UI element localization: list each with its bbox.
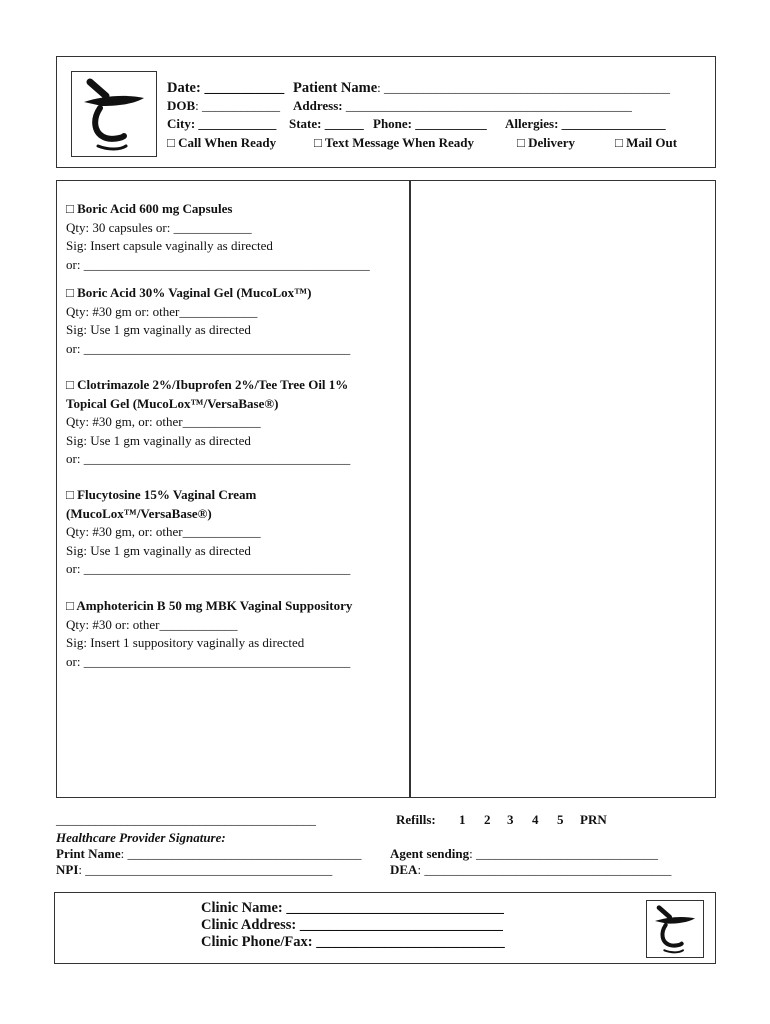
checkbox-icon[interactable]: □: [66, 201, 74, 216]
address-field[interactable]: [293, 98, 632, 114]
checkbox-icon[interactable]: □: [314, 135, 322, 150]
checkbox-icon[interactable]: □: [167, 135, 175, 150]
checkbox-icon[interactable]: □: [66, 487, 74, 502]
rx-item-or[interactable]: or: _________________________________________: [66, 451, 351, 466]
option-label: Call When Ready: [178, 135, 277, 150]
patient-name-field[interactable]: [293, 80, 670, 96]
rx-item-qty[interactable]: Qty: #30 or: other____________: [66, 616, 238, 632]
patient-name-blank: : ____________________________________________: [377, 80, 671, 95]
rx-item-sig: Sig: Use 1 gm vaginally as directed: [66, 432, 251, 448]
dea-field[interactable]: [390, 862, 671, 878]
rx-item-or[interactable]: or: ____________________________________________: [66, 256, 370, 272]
column-divider: [409, 181, 411, 797]
rx-item-flucytosine-cream: [66, 486, 350, 579]
print-name-blank: : ____________________________________: [120, 846, 362, 861]
rx-item-qty[interactable]: Qty: #30 gm or: other____________: [66, 303, 258, 319]
agent-sending-blank: : ____________________________: [469, 846, 658, 861]
refill-option-2[interactable]: 2: [484, 812, 491, 827]
print-name-field[interactable]: [56, 846, 362, 862]
rx-item-sig: Sig: Insert capsule vaginally as directed: [66, 238, 273, 253]
clinic-name-field[interactable]: Clinic Name: ______________________________: [201, 900, 504, 916]
option-mail-out[interactable]: [615, 135, 677, 151]
refill-option-4[interactable]: 4: [532, 812, 539, 827]
checkbox-icon[interactable]: □: [66, 377, 74, 392]
refill-option-5[interactable]: 5: [557, 812, 564, 827]
rx-item-clotrimazole-gel: [66, 376, 350, 469]
agent-sending-label: Agent sending: [390, 846, 470, 861]
rx-item-or[interactable]: or: _________________________________________: [66, 561, 351, 576]
print-name-label: Print Name: [56, 846, 121, 861]
checkbox-icon[interactable]: □: [517, 135, 525, 150]
rx-item-or[interactable]: or: _________________________________________: [66, 653, 351, 669]
checkbox-icon[interactable]: □: [615, 135, 623, 150]
address-blank: ____________________________________________: [342, 98, 632, 113]
rx-item-title[interactable]: □ Boric Acid 30% Vaginal Gel (MucoLox™): [66, 285, 312, 300]
dea-blank: : ______________________________________: [417, 862, 672, 877]
refill-option-prn[interactable]: PRN: [580, 812, 607, 827]
option-label: Mail Out: [626, 135, 678, 150]
option-call-when-ready[interactable]: [167, 135, 276, 151]
patient-name-label: Patient Name: [293, 80, 378, 96]
dea-label: DEA: [390, 862, 418, 877]
rx-item-amphotericin-suppository: [66, 597, 352, 671]
rx-item-title-cont: (MucoLox™/VersaBase®): [66, 505, 212, 521]
rx-item-boric-acid-capsules: [66, 200, 370, 274]
dob-blank: : ____________: [195, 98, 281, 113]
npi-label: NPI: [56, 862, 79, 877]
dob-field[interactable]: [167, 98, 280, 114]
date-field[interactable]: Date: ___________: [167, 80, 285, 96]
refills-label: Refills:: [396, 812, 436, 827]
signature-line[interactable]: ________________________________________: [56, 812, 316, 827]
dob-label: DOB: [167, 98, 196, 113]
state-field[interactable]: State: ______: [289, 116, 364, 131]
rx-item-qty[interactable]: Qty: 30 capsules or: ____________: [66, 219, 252, 235]
pharmacy-logo-small: [646, 900, 704, 958]
rx-item-sig: Sig: Use 1 gm vaginally as directed: [66, 542, 251, 558]
allergies-field[interactable]: Allergies: ________________: [505, 116, 666, 131]
rx-item-boric-acid-gel: [66, 284, 350, 358]
refill-option-3[interactable]: 3: [507, 812, 514, 827]
rx-item-or[interactable]: or: _________________________________________: [66, 340, 351, 356]
option-delivery[interactable]: [517, 135, 575, 151]
checkbox-icon[interactable]: □: [66, 285, 74, 300]
signature-label: Healthcare Provider Signature:: [56, 830, 226, 845]
clinic-phone-field[interactable]: Clinic Phone/Fax: __________________________: [201, 934, 505, 950]
rx-item-title[interactable]: □ Boric Acid 600 mg Capsules: [66, 201, 233, 216]
checkbox-icon[interactable]: □: [66, 598, 74, 613]
refill-option-1[interactable]: 1: [459, 812, 466, 827]
option-label: Text Message When Ready: [324, 135, 475, 150]
pharmacy-logo: [71, 71, 157, 157]
rx-item-sig: Sig: Use 1 gm vaginally as directed: [66, 322, 251, 337]
pharmacy-mortar-pestle-icon: [647, 901, 703, 957]
rx-item-sig: Sig: Insert 1 suppository vaginally as directed: [66, 635, 305, 650]
option-text-message[interactable]: [314, 135, 474, 151]
clinic-address-field[interactable]: Clinic Address: ____________________________: [201, 917, 503, 933]
npi-blank: : ______________________________________: [78, 862, 333, 877]
pharmacy-mortar-pestle-icon: [72, 72, 156, 156]
city-field[interactable]: City: ____________: [167, 116, 277, 131]
agent-sending-field[interactable]: [390, 846, 658, 862]
address-label: Address:: [293, 98, 343, 113]
rx-item-title[interactable]: □ Amphotericin B 50 mg MBK Vaginal Suppository: [66, 598, 353, 613]
rx-item-title[interactable]: □ Clotrimazole 2%/Ibuprofen 2%/Tee Tree Oil 1%: [66, 377, 349, 392]
rx-item-title-cont: Topical Gel (MucoLox™/VersaBase®): [66, 395, 279, 411]
option-label: Delivery: [528, 135, 576, 150]
rx-item-qty[interactable]: Qty: #30 gm, or: other____________: [66, 414, 261, 429]
npi-field[interactable]: [56, 862, 332, 878]
rx-item-qty[interactable]: Qty: #30 gm, or: other____________: [66, 524, 261, 539]
rx-item-title[interactable]: □ Flucytosine 15% Vaginal Cream: [66, 487, 257, 502]
phone-field[interactable]: Phone: ___________: [373, 116, 487, 131]
